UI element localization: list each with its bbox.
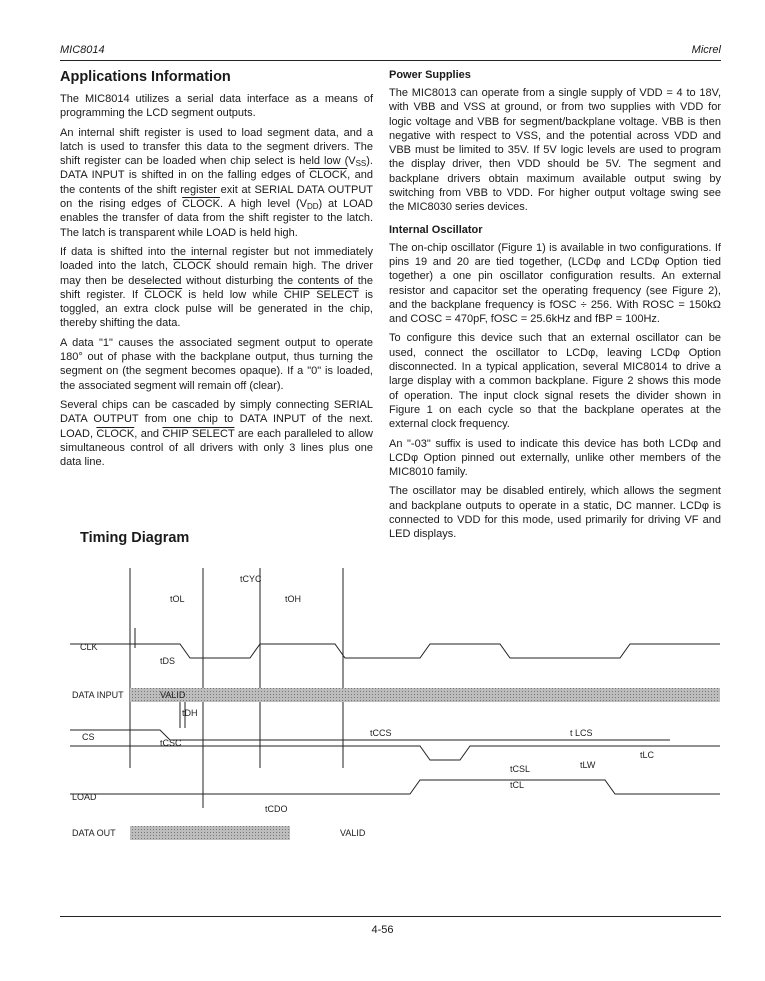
signal-data-input: DATA INPUT [72, 690, 124, 700]
applications-heading: Applications Information [60, 69, 231, 85]
svg-text:tLW: tLW [580, 760, 596, 770]
svg-text:tCL: tCL [510, 780, 525, 790]
signal-data-out: DATA OUT [72, 828, 116, 838]
svg-text:tCDO: tCDO [265, 804, 288, 814]
paragraph: If data is shifted into the internal register but not immediately loaded into the latch, CLOCK should remain high. The driver may then be deselected without disturbing the contents of the shift register. If CLOCK is held low while CHIP SELECT is toggled, an extra clock pulse will be generated in the chip, thereby shifting the data. [60, 245, 374, 330]
signal-load: LOAD [72, 792, 97, 802]
left-column [60, 68, 373, 474]
paragraph: The oscillator may be disabled entirely, which allows the segment and backplane outputs to operate in a static, DC manner. LCDφ is connected to VDD for this mode, used primarily for driving VF and LED displays. [389, 485, 721, 541]
svg-text:t LCS: t LCS [570, 728, 593, 738]
signal-clk: CLK [80, 642, 98, 652]
paragraph: The on-chip oscillator (Figure 1) is available in two configurations. If pins 19 and 20 are tied together, (LCDφ and LCDφ Option tied together) a one pin oscillator configuration results. An external resistor and capacitor set the operating frequency (see Figure 2), and the backplane frequency is fOSC ÷ 256. With ROSC = 150kΩ and COSC = 470pF, fOSC = 25.6kHz and fBP = 100Hz. [389, 241, 721, 326]
svg-text:tLC: tLC [640, 750, 655, 760]
header-company: Micrel [691, 44, 721, 56]
svg-text:tOL: tOL [170, 594, 185, 604]
page-number: 4-56 [371, 924, 394, 936]
paragraph: A data "1" causes the associated segment output to operate 180° out of phase with the backplane output, thus turning the segment on (the segment becomes opaque). If a "0" is loaded, the associated segment will remain off (clear). [60, 336, 373, 392]
footer-divider [60, 916, 721, 917]
header-part-number: MIC8014 [60, 44, 105, 56]
svg-text:tOH: tOH [285, 594, 302, 604]
svg-text:tCSC: tCSC [160, 738, 182, 748]
timing-diagram [60, 568, 722, 858]
svg-text:tCSL: tCSL [510, 764, 531, 774]
internal-oscillator-heading: Internal Oscillator [389, 223, 483, 236]
paragraph: The MIC8013 can operate from a single supply of VDD = 4 to 18V, with VBB and VSS at ground, or from two supplies with VDD for logic voltage and VBB for segment/backplane voltage. VBB is then negative with respect to VSS, and the potential across VDD and VBB must be limited to 35V. If 5V logic levels are used to program the display driver, then VDD should be 5V. The segment and backplane drivers obtain maximum available output swing by switching from VBB to VDD. For higher output voltage swing see the MIC8030 series devices. [389, 87, 721, 214]
paragraph: An internal shift register is used to load segment data, and a latch is used to transfer this data to the segment drivers. The shift register can be loaded when chip select is held low $(V_{SS})$. DATA INPUT is shifted in on the falling edges of CLOCK, and the contents of the shift register exit at SERIAL DATA OUTPUT on the rising edges of CLOCK. A high level $(V_{DD})$ at LOAD enables the transfer of data from the shift register to the latch. The latch is transparent while LOAD is held high. [60, 126, 373, 239]
paragraph: The MIC8014 utilizes a serial data interface as a means of programming the LCD segment outputs. [60, 93, 373, 120]
paragraph: To configure this device such that an external oscillator can be used, connect the oscillator to LCDφ, leaving LCDφ Option disconnected. In a typical application, several MIC8014 to drive a large display with a common backplane. Figure 2 shows this mode of operation. The input clock signal resets the divider shown in Figure 1 on each cycle so that the backplane operates at the external clock frequency. [389, 332, 721, 431]
svg-text:tDS: tDS [160, 656, 176, 666]
paragraph: Several chips can be cascaded by simply connecting SERIAL DATA OUTPUT from one chip to DATA INPUT of the next. LOAD, CLOCK, and CHIP SELECT are each paralleled to allow simultaneous control of all drivers with only 3 lines plus one data line. [60, 398, 373, 469]
svg-text:tCCS: tCCS [370, 728, 392, 738]
timing-diagram-heading: Timing Diagram [80, 530, 190, 546]
svg-text:tDH: tDH [182, 708, 198, 718]
header-divider [60, 60, 721, 61]
power-supplies-heading: Power Supplies [389, 69, 471, 81]
svg-text:VALID: VALID [160, 690, 186, 700]
paragraph: An "-03" suffix is used to indicate this device has both LCDφ and LCDφ Option pinned out externally, unlike other members of the MIC8010 family. [389, 437, 721, 479]
right-column [389, 68, 721, 547]
svg-text:VALID: VALID [340, 828, 366, 838]
signal-cs: CS [82, 732, 95, 742]
svg-text:tCYC: tCYC [240, 574, 262, 584]
